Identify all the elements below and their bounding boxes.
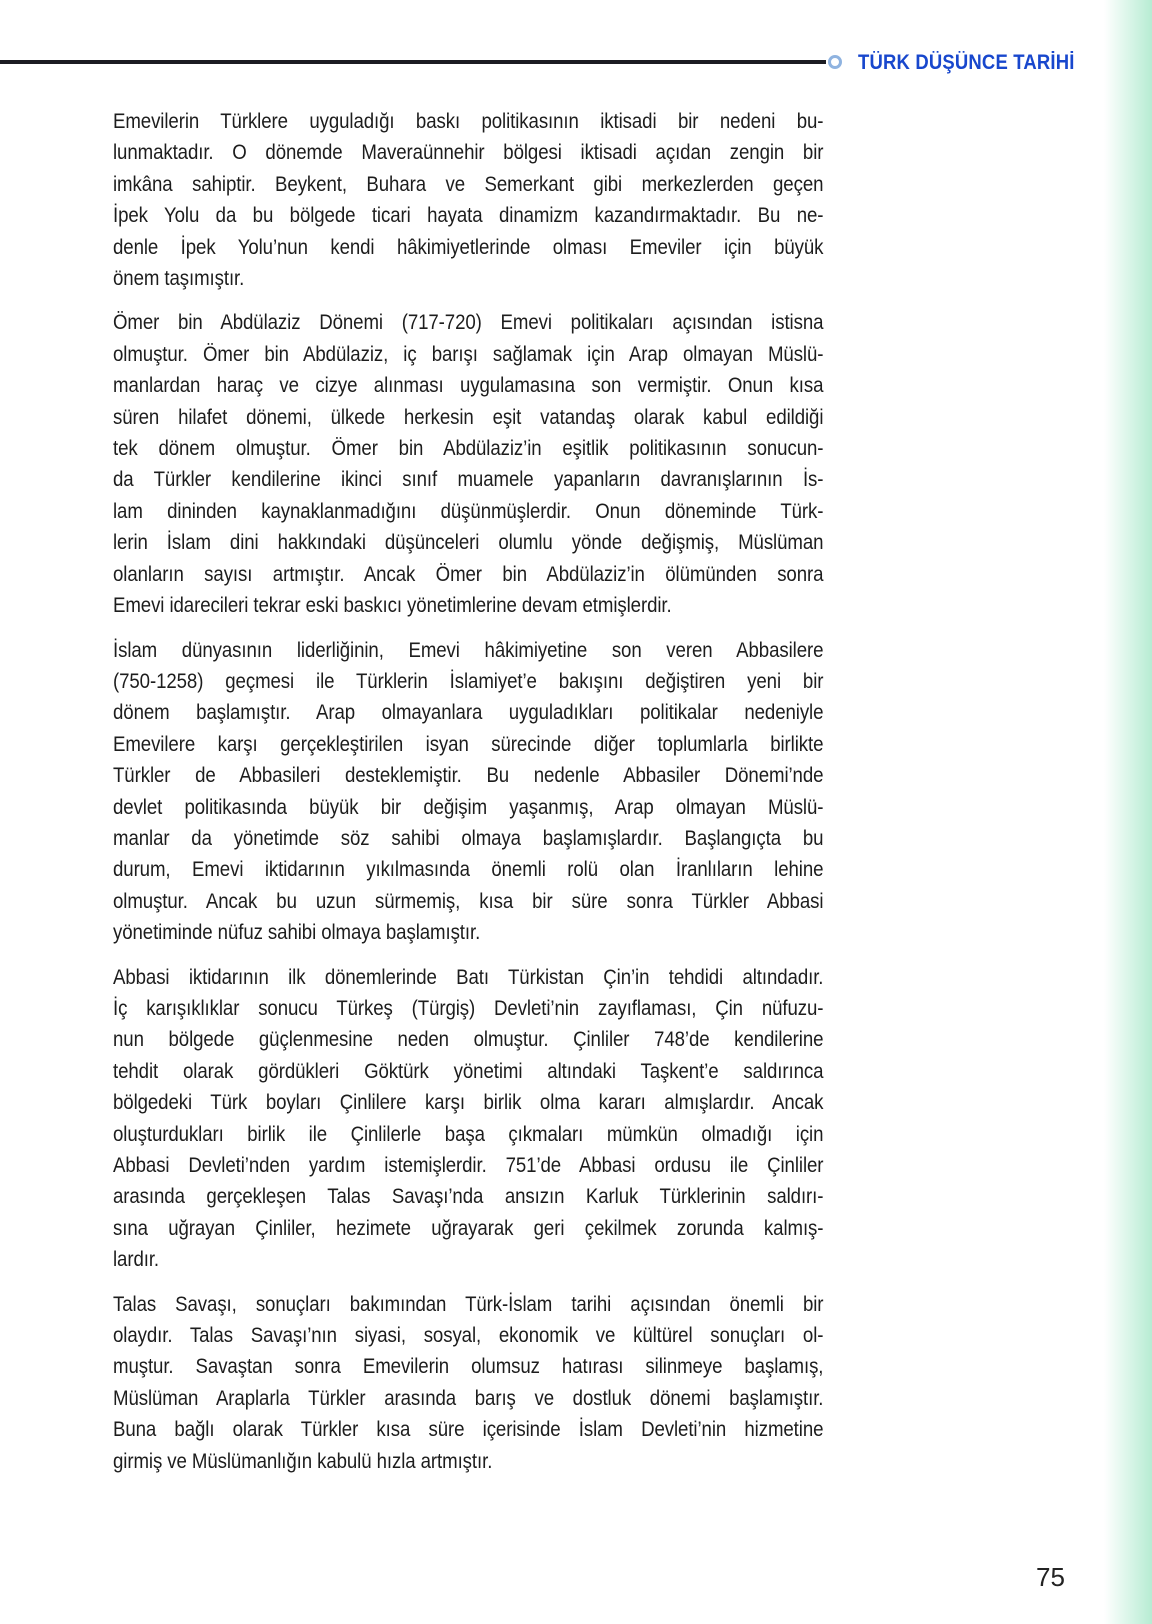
text-line: olanların sayısı artmıştır. Ancak Ömer bin Abdülaziz’in ölümünden sonra bbox=[113, 562, 824, 586]
text-line: (750-1258) geçmesi ile Türklerin İslamiyet’e bakışını değiştiren yeni bir bbox=[113, 669, 824, 693]
text-line: tek dönem olmuştur. Ömer bin Abdülaziz’in eşitlik politikasının sonucun- bbox=[113, 437, 824, 461]
paragraph bbox=[113, 635, 823, 949]
header-rule bbox=[0, 60, 826, 64]
header-bullet-icon bbox=[828, 55, 842, 69]
paragraph bbox=[113, 106, 823, 294]
text-line: Talas Savaşı, sonuçları bakımından Türk-İslam tarihi açısından önemli bir bbox=[113, 1292, 824, 1316]
text-line: lardır. bbox=[113, 1248, 160, 1272]
text-line: Müslüman Araplarla Türkler arasında barış ve dostluk dönemi başlamıştır. bbox=[113, 1386, 824, 1410]
text-line: Buna bağlı olarak Türkler kısa süre içerisinde İslam Devleti’nin hizmetine bbox=[113, 1418, 824, 1442]
text-line: lerin İslam dini hakkındaki düşünceleri olumlu yönde değişmiş, Müslüman bbox=[113, 531, 824, 555]
article-text bbox=[113, 106, 823, 1490]
page-header-title: TÜRK DÜŞÜNCE TARİHİ bbox=[858, 51, 1075, 74]
text-line: İslam dünyasının liderliğinin, Emevi hâkimiyetine son veren Abbasilere bbox=[113, 638, 824, 662]
text-line: İpek Yolu da bu bölgede ticari hayata dinamizm kazandırmaktadır. Bu ne- bbox=[113, 204, 824, 228]
paragraph bbox=[113, 962, 823, 1276]
text-line: imkâna sahiptir. Beykent, Buhara ve Semerkant gibi merkezlerden geçen bbox=[113, 172, 824, 196]
text-line: oluşturdukları birlik ile Çinlilerle başa çıkmaları mümkün olmadığı için bbox=[113, 1122, 824, 1146]
text-line: denle İpek Yolu’nun kendi hâkimiyetlerinde olması Emeviler için büyük bbox=[113, 235, 824, 259]
text-line: bölgedeki Türk boyları Çinlilere karşı birlik olma kararı almışlardır. Ancak bbox=[113, 1091, 824, 1115]
text-line: Abbasi iktidarının ilk dönemlerinde Batı Türkistan Çin’in tehdidi altındadır. bbox=[113, 965, 824, 989]
text-line: Abbasi Devleti’nden yardım istemişlerdir. 751’de Abbasi ordusu ile Çinliler bbox=[113, 1154, 824, 1177]
paragraph bbox=[113, 307, 823, 621]
text-line: Emevi idarecileri tekrar eski baskıcı yönetimlerine devam etmişlerdir. bbox=[113, 594, 672, 618]
text-line: İç karışıklıklar sonucu Türkeş (Türgiş) Devleti’nin zayıflaması, Çin nüfuzu- bbox=[113, 996, 824, 1020]
text-line: durum, Emevi iktidarının yıkılmasında önemli rolü olan İranlıların lehine bbox=[113, 858, 824, 882]
text-line: girmiş ve Müslümanlığın kabulü hızla artmıştır. bbox=[113, 1449, 493, 1473]
text-line: olmuştur. Ancak bu uzun sürmemiş, kısa bir süre sonra Türkler Abbasi bbox=[113, 889, 824, 913]
text-line: Emevilere karşı gerçekleştirilen isyan sürecinde diğer toplumlarla birlikte bbox=[113, 732, 824, 756]
text-line: önem taşımıştır. bbox=[113, 267, 245, 291]
text-line: devlet politikasında büyük bir değişim yaşanmış, Arap olmayan Müslü- bbox=[113, 795, 824, 819]
text-line: tehdit olarak gördükleri Göktürk yönetimi altındaki Taşkent’e saldırınca bbox=[113, 1059, 824, 1083]
paragraph bbox=[113, 1289, 823, 1477]
text-line: yönetiminde nüfuz sahibi olmaya başlamıştır. bbox=[113, 921, 481, 945]
text-line: Emevilerin Türklere uyguladığı baskı politikasının iktisadi bir nedeni bu- bbox=[113, 110, 824, 133]
text-line: arasında gerçekleşen Talas Savaşı’nda ansızın Karluk Türklerinin saldırı- bbox=[113, 1185, 824, 1209]
text-line: nun bölgede güçlenmesine neden olmuştur. Çinliler 748’de kendilerine bbox=[113, 1028, 824, 1052]
text-line: da Türkler kendilerine ikinci sınıf muamele yapanların davranışlarının İs- bbox=[113, 468, 824, 492]
text-line: olmuştur. Ömer bin Abdülaziz, iç barışı sağlamak için Arap olmayan Müslü- bbox=[113, 342, 824, 366]
text-line: manlar da yönetimde söz sahibi olmaya başlamışlardır. Başlangıçta bu bbox=[113, 826, 824, 850]
text-line: olaydır. Talas Savaşı’nın siyasi, sosyal, ekonomik ve kültürel sonuçları ol- bbox=[113, 1324, 824, 1348]
text-line: Ömer bin Abdülaziz Dönemi (717-720) Emevi politikaları açısından istisna bbox=[113, 311, 824, 335]
page-edge-gradient bbox=[1104, 0, 1152, 1624]
text-line: dönem başlamıştır. Arap olmayanlara uyguladıkları politikalar nedeniyle bbox=[113, 701, 824, 725]
text-line: manlardan haraç ve cizye alınması uygulamasına son vermiştir. Onun kısa bbox=[113, 374, 824, 398]
page-number: 75 bbox=[1036, 1562, 1065, 1592]
text-line: süren hilafet dönemi, ülkede herkesin eşit vatandaş olarak kabul edildiği bbox=[113, 405, 824, 429]
text-line: muştur. Savaştan sonra Emevilerin olumsuz hatırası silinmeye başlamış, bbox=[113, 1355, 824, 1379]
text-line: sına uğrayan Çinliler, hezimete uğrayarak geri çekilmek zorunda kalmış- bbox=[113, 1216, 824, 1240]
text-line: lunmaktadır. O dönemde Maveraünnehir bölgesi iktisadi açıdan zengin bir bbox=[113, 141, 824, 165]
text-line: Türkler de Abbasileri desteklemiştir. Bu nedenle Abbasiler Dönemi’nde bbox=[113, 764, 824, 788]
text-line: lam dininden kaynaklanmadığını düşünmüşlerdir. Onun döneminde Türk- bbox=[113, 499, 824, 523]
